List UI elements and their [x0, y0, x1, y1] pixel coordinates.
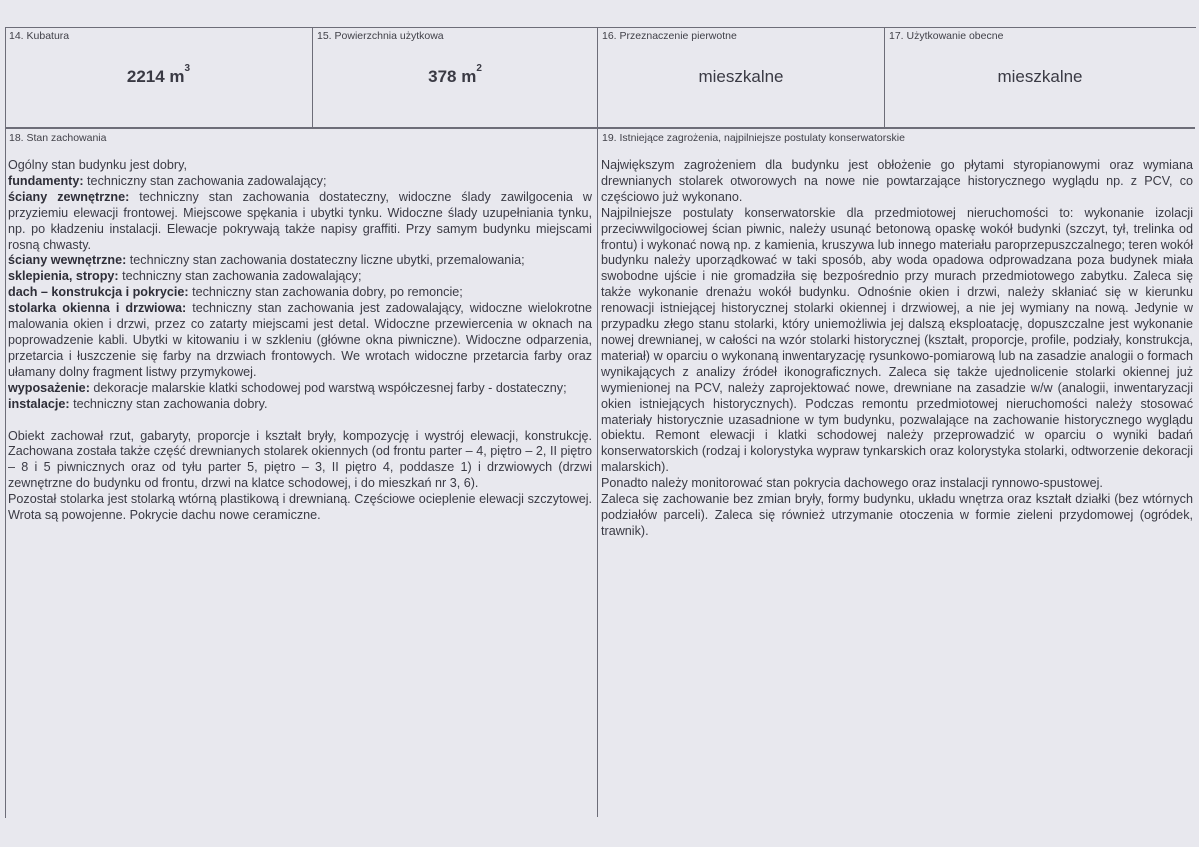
condition-item — [8, 158, 592, 174]
paragraph: Największym zagrożeniem dla budynku jest obłożenie go płytami styropianowymi oraz wymiana drewnianych stolarek otworowych na nowe nie powtarzające historycznego wyglądu np. z PCV, co częściowo już wykonano. — [601, 158, 1193, 204]
cell-przeznaczenie — [598, 27, 885, 127]
item-text: techniczny stan zachowania dostateczny, widoczne ślady zawilgocenia w przyziemiu elewacji frontowej. Miejscowe spękania i ubytki tynku. Widoczne ślady uzupełniania tynku, np. po kładzeniu instalacji. Elewacje pokrywają także napisy graffiti. Przy samym budynku miejscami rosną chwasty. — [8, 189, 592, 252]
section-label: 18. Stan zachowania — [9, 132, 107, 144]
item-label: sklepienia, stropy: — [8, 269, 119, 284]
item-label: ściany wewnętrzne: — [8, 253, 127, 268]
condition-item — [8, 285, 592, 301]
field-value: mieszkalne — [698, 67, 784, 86]
top-row — [5, 27, 1195, 129]
field-label: 14. Kubatura — [9, 30, 70, 42]
item-label: instalacje: — [8, 396, 70, 411]
condition-item — [8, 190, 592, 254]
condition-item — [8, 269, 592, 285]
field-value — [5, 63, 312, 87]
paragraph: Pozostał stolarka jest stolarką wtórną plastikową i drewnianą. Częściowe ocieplenie elewacji szczytowej. Wrota są powojenne. Pokrycie dachu nowe ceramiczne. — [8, 492, 592, 523]
paragraph: Najpilniejsze postulaty konserwatorskie dla przedmiotowej nieruchomości to: wykonanie izolacji przeciwwilgociowej ścian piwnic, należy usunąć betonową opaskę wokół budynki (szczyt, tył, trelinka od frontu) i wykonać nową np. z kamienia, kruszywa lub innego materiału paroprzepuszczalnego; teren wokół budynku należy uporządkować w taki sposób, aby woda opadowa odprowadzana poza budynek miała swobodne ujście i nie gromadziła się bezpośrednio przy murach przedmiotowego zabytku. Zaleca się także wykonanie drenażu wokół budynku. Odnośnie okien i drzwi, należy skłaniać się w kierunku renowacji istniejącej historycznej stolarki okiennej i drzwiowej, a nie jej wymiany na nową. Jedynie w przypadku złego stanu stolarki, który uniemożliwia jej dalszą eksploatację, dopuszczalne jest wykonanie nowej drewnianej, w całości na wzór stolarki historycznej (kształt, proporcje, profile, podziały, konstrukcja, materiał) w oparciu o wykonaną inwentaryzację rysunkowo-pomiarową lub na zasadzie analogii o formach wynikających z analizy źródeł ikonograficznych. Zaleca się także ujednolicenie stolarki okiennej już wymienionej na PCV, należy zaprojektować nowe, drewniane na zasadzie w/w (analogii, inwentaryzacji okien istniejących historycznych). Podczas remontu przedmiotowej nieruchomości należy stosować materiały historycznie uzasadnione w tym budynku, pozwalające na zachowanie historycznego wyglądu obiektu. Remont elewacji i klatki schodowej należy przeprowadzić w oparciu o wyniki badań konserwatorskich (rodzaj i kolorystyka wypraw tynkarskich oraz kolorystyka stolarki, odtworzenie dekoracji malarskich). — [601, 205, 1193, 475]
condition-item — [8, 253, 592, 269]
field-label: 16. Przeznaczenie pierwotne — [602, 30, 737, 42]
item-text: techniczny stan zachowania dobry, po remoncie; — [188, 285, 463, 300]
item-label: ściany zewnętrzne: — [8, 189, 130, 204]
field-label: 17. Użytkowanie obecne — [889, 30, 1004, 42]
section-zagrozenia — [598, 129, 1195, 817]
item-text: techniczny stan zachowania dostateczny liczne ubytki, przemalowania; — [126, 253, 525, 268]
item-text: techniczny stan zachowania zadowalający; — [118, 269, 362, 284]
section-body — [8, 158, 592, 524]
item-label: wyposażenie: — [8, 380, 90, 395]
condition-item — [8, 397, 592, 413]
value-text: 378 m — [428, 67, 477, 86]
item-text: Ogólny stan budynku jest dobry, — [8, 158, 187, 172]
paragraph: Obiekt zachował rzut, gabaryty, proporcje i kształt bryły, kompozycję i wystrój elewacji, konstrukcję. Zachowana została także część drewnianych stolarek okiennych (od frontu parter – 4, piętro – 2, II piętro – 8 i 5 piwnicznych oraz od tyłu parter 5, piętro – 3, II piętro 4, poddasze 1) i drzwiowych (drzwi zewnętrzne do budynku od frontu, drzwi na klatce schodowej, i do mieszkań nr 3, 6). — [8, 428, 592, 491]
condition-item — [8, 174, 592, 190]
cell-uzytkowanie — [885, 27, 1195, 127]
item-text: techniczny stan zachowania zadowalający; — [83, 173, 327, 188]
item-text: techniczny stan zachowania dobry. — [69, 396, 268, 411]
field-label: 15. Powierzchnia użytkowa — [317, 30, 444, 42]
field-value: mieszkalne — [997, 67, 1083, 86]
section-label: 19. Istniejące zagrożenia, najpilniejsze postulaty konserwatorskie — [602, 132, 905, 144]
value-text: 2214 m — [126, 67, 185, 86]
condition-item — [8, 381, 592, 397]
item-text: dekoracje malarskie klatki schodowej pod warstwą współczesnej farby - dostateczny; — [89, 380, 567, 395]
value-unit-exponent: 2 — [476, 63, 482, 74]
cell-kubatura — [5, 27, 313, 127]
item-label: stolarka okienna i drzwiowa: — [8, 301, 187, 316]
paragraph: Zaleca się zachowanie bez zmian bryły, formy budynku, układu wnętrza oraz kształt działki (bez wtórnych podziałów parceli). Zaleca się również utrzymanie otoczenia w formie zieleni przydomowej (ogródek, trawnik). — [601, 492, 1193, 538]
field-value — [313, 63, 597, 87]
item-text: techniczny stan zachowania jest zadowalający, widoczne wielokrotne malowania okien i drzwi, przez co zatarty miejscami jest detal. Widoczne przewiercenia w oknach na poprowadzenie kabli. Ubytki w kitowaniu i w szkleniu (główne okna piwniczne). Widoczne odparzenia, przetarcia i łuszczenie się farby na drzwiach frontowych. We wrotach widoczne przetarcia farby oraz ułamany dolny fragment listwy przymykowej. — [8, 301, 592, 379]
section-body — [601, 158, 1193, 540]
section-stan-zachowania — [5, 129, 595, 817]
cell-powierzchnia — [313, 27, 598, 127]
item-label: dach – konstrukcja i pokrycie: — [8, 285, 189, 300]
paragraph: Ponadto należy monitorować stan pokrycia dachowego oraz instalacji rynnowo-spustowej. — [601, 476, 1103, 491]
value-unit-exponent: 3 — [184, 63, 191, 74]
item-label: fundamenty: — [8, 173, 84, 188]
condition-item — [8, 301, 592, 381]
